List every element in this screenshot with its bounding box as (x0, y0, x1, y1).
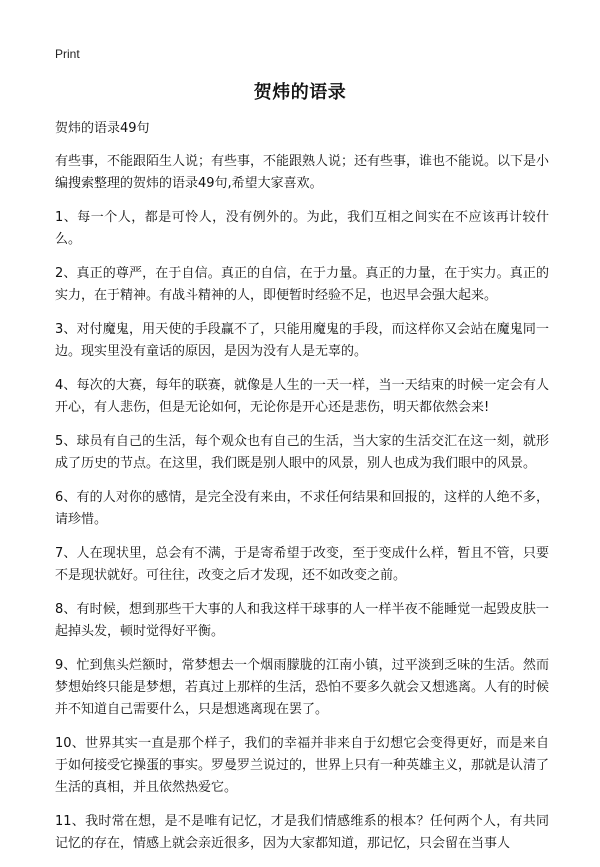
quote-paragraph-8: 8、有时候，想到那些干大事的人和我这样干球事的人一样半夜不能睡觉一起毁皮肤一起掉头发，顿时觉得好平衡。 (55, 602, 549, 639)
quote-paragraph-9: 9、忙到焦头烂额时，常梦想去一个烟雨朦胧的江南小镇，过平淡到乏味的生活。然而梦想始终只能是梦想，若真过上那样的生活，恐怕不要多久就会又想逃离。人有的时候并不知道自己需要什么，只是想逃离现在罢了。 (55, 658, 550, 717)
quote-paragraph-1: 1、每一个人，都是可怜人，没有例外的。为此，我们互相之间实在不应该再计较什么。 (55, 210, 549, 247)
quote-paragraph-10: 10、世界其实一直是那个样子，我们的幸福并非来自于幻想它会变得更好，而是来自于如何接受它操蛋的事实。罗曼罗兰说过的，世界上只有一种英雄主义，那就是认清了生活的真相，并且依然热爱它。 (55, 736, 550, 795)
quote-paragraph-4: 4、每次的大赛，每年的联赛，就像是人生的一天一样，当一天结束的时候一定会有人开心，有人悲伤，但是无论如何，无论你是开心还是悲伤，明天都依然会来! (55, 378, 549, 415)
quote-paragraph-6: 6、有的人对你的感情，是完全没有来由，不求任何结果和回报的，这样的人绝不多，请珍惜。 (55, 490, 549, 527)
quote-paragraph-7: 7、人在现状里，总会有不满，于是寄希望于改变，至于变成什么样，暂且不管，只要不是现状就好。可往往，改变之后才发现，还不如改变之前。 (55, 546, 549, 583)
quote-paragraph-3: 3、对付魔鬼，用天使的手段赢不了，只能用魔鬼的手段，而这样你又会站在魔鬼同一边。现实里没有童话的原因，是因为没有人是无辜的。 (55, 322, 549, 359)
article-subtitle: 贺炜的语录49句 (55, 121, 150, 136)
quote-paragraph-2: 2、真正的尊严，在于自信。真正的自信，在于力量。真正的力量，在于实力。真正的实力，在于精神。有战斗精神的人，即便暂时经验不足，也迟早会强大起来。 (55, 266, 549, 303)
quote-paragraph-5: 5、球员有自己的生活，每个观众也有自己的生活，当大家的生活交汇在这一刻，就形成了历史的节点。在这里，我们既是别人眼中的风景，别人也成为我们眼中的风景。 (55, 434, 549, 471)
print-link[interactable]: Print (55, 47, 80, 61)
intro-paragraph: 有些事，不能跟陌生人说；有些事，不能跟熟人说；还有些事，谁也不能说。以下是小编搜索整理的贺炜的语录49句,希望大家喜欢。 (55, 154, 550, 191)
quote-paragraph-11: 11、我时常在想，是不是唯有记忆，才是我们情感维系的根本？任何两个人，有共同记忆的存在，情感上就会亲近很多，因为大家都知道，那记忆，只会留在当事人 (55, 814, 549, 851)
article-body (55, 118, 549, 867)
page-title: 贺炜的语录 (253, 82, 347, 103)
